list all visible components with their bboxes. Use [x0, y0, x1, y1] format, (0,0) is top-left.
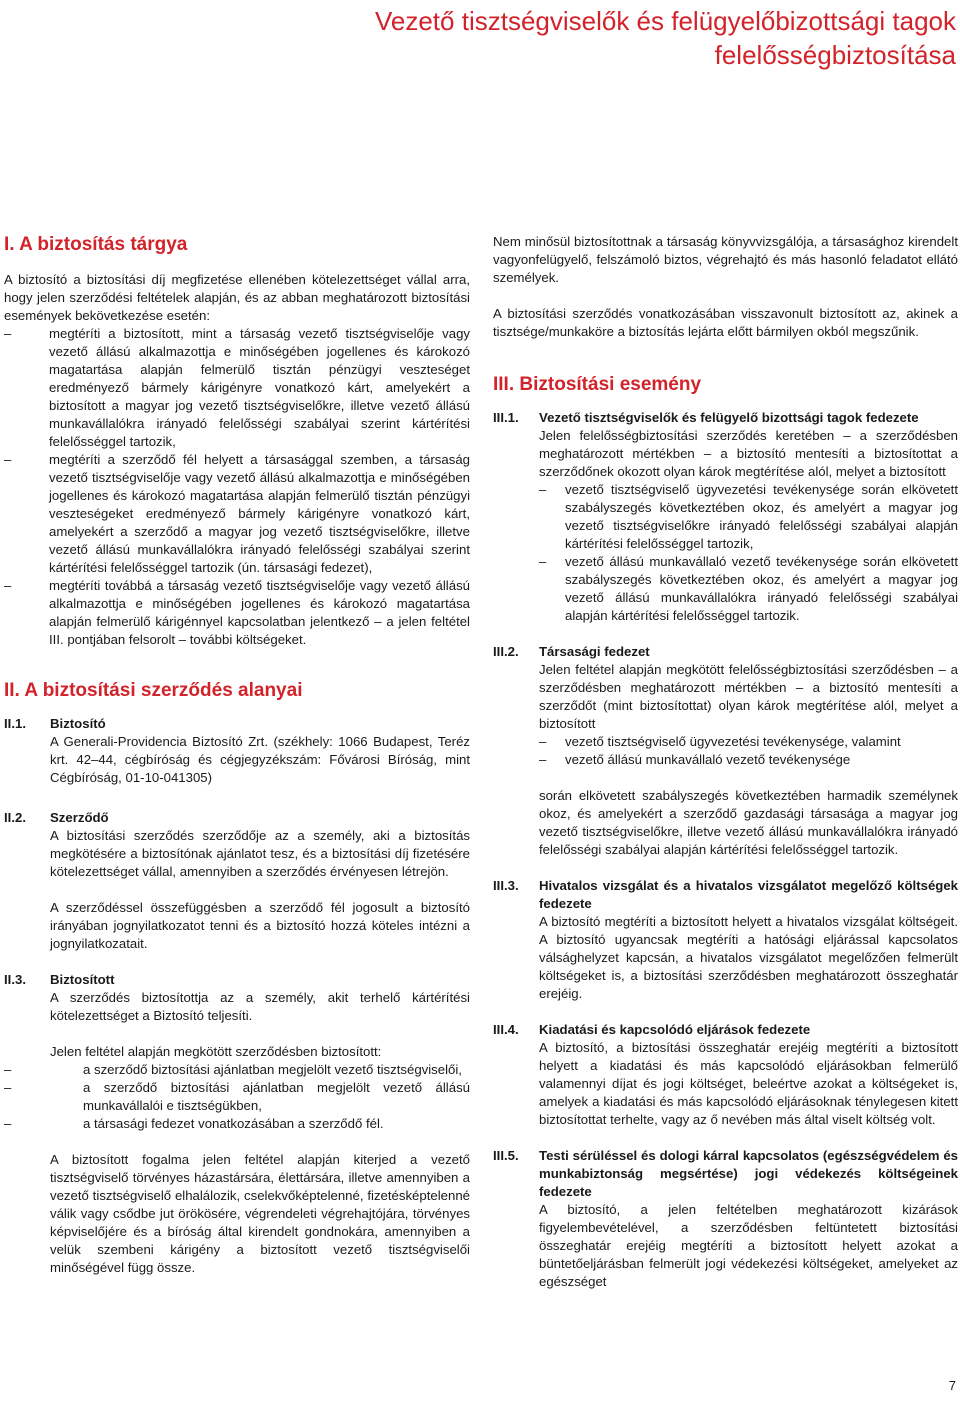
list-item: – vezető tisztségviselő ügyvezetési tevékenysége, valamint [539, 734, 901, 749]
section-III-4: III.4. Kiadatási és kapcsolódó eljárások fedezete A biztosító, a biztosítási összeghatár erejéig megtéríti a biztosított helyett a kiadatási és más kapcsolódó eljárásokban felmerülő valamennyi díjat és jogi költséget, beleértve azokat a költségeket is, amelyek a kiadatási és más kapcsolódó eljárásoknak ténylegesen kitett biztosítottat terhelte, vagy az ő nevében más által viselt költség volt. [493, 1022, 958, 1127]
page-number: 7 [948, 1378, 956, 1393]
list-item: – vezető állású munkavállaló vezető tevékenysége [539, 752, 851, 767]
title-line-2: felelősségbiztosítása [714, 40, 956, 70]
document-title [375, 4, 956, 72]
insured-list: Jelen feltétel alapján megkötött szerződésben biztosított: [50, 1044, 382, 1059]
dash: – [4, 578, 12, 593]
section-II-2: II.2. Szerződő A biztosítási szerződés szerződője az a személy, aki a biztosítás megkötésére a biztosítónak ajánlatot tesz, és a biztosítási díj fizetésére kötelezettséget vállal, amennyiben a szerződés érvényesen létrejön. A szerződéssel összefüggésben a szerződő fél jogosult a biztosító irányában jognyilatkozatot tenni és a biztosító hozzá köteles intézni a jognyilatkozatait. [4, 810, 470, 951]
list-item: – megtéríti a biztosított, mint a társaság vezető tisztségviselője vagy vezető állású alkalmazottja e minőségében jogellenes és károkozó magatartása alapján felmerülő tisztán pénzügyi veszteséget eredményező bármely kárigényre vonatkozó kárt, amelyekért a biztosított a magyar jog vezető tisztségviselőkre, illetve vezető állású munkavállalókra irányadó felelősségi szabályai szerint kártérítési felelősséggel tartozik, [4, 326, 470, 449]
section-3-heading: III. Biztosítási esemény [493, 374, 702, 395]
title-line-1: Vezető tisztségviselők és felügyelőbizottsági tagok [374, 6, 956, 36]
list-item: – megtéríti a szerződő fél helyett a társasággal szemben, a társaság vezető tisztségviselője vagy vezető állású alkalmazottja e minőségében jogellenes és károkozó magatartása alapján felmerülő tisztán pénzügyi veszteségeket eredményező bármely kárigényre vonatkozó kárt, amelyekért a szerződő a magyar jog vezető tisztségviselőkre, illetve vezető állású munkavállalókra irányadó felelősségi szabályai szerint kártérítési felelősséggel tartozik (ún. társasági fedezet), [4, 452, 470, 575]
section-III-1: III.1. Vezető tisztségviselők és felügyelő bizottsági tagok fedezete Jelen felelősségbiztosítási szerződés keretében – a szerződésben meghatározott mértékben – a biztosító mentesíti a biztosítottat a szerződőnek okozott olyan károk megtérítése alól, melyet a biztosított – vezető tisztségviselő ügyvezetési tevékenysége során elkövetett szabályszegés következtében okoz, és amelyért a magyar jog vezető tisztségviselőkre irányadó felelősségi szabályai alapján kártérítési felelősséggel tartozik, – vezető állású munkavállaló vezető tevékenysége során elkövetett szabályszegés következtében okoz, és amelyért a magyar jog vezető állású munkavállalókra irányadó felelősségi szabályai alapján kártérítési felelősséggel tartozik. [493, 410, 958, 623]
section-III-2: III.2. Társasági fedezet Jelen feltétel alapján megkötött felelősségbiztosítási szerződésben – a szerződésben meghatározott mértékben – a biztosító mentesíti a szerződőt (mint biztosítottat) olyan károk megtérítése alól, melyet a biztosított – vezető tisztségviselő ügyvezetési tevékenysége, valamint – vezető állású munkavállaló vezető tevékenysége során elkövetett szabályszegés következtében harmadik személynek okoz, és amelyekért a szerződő gazdasági társasága a magyar jog vezető tisztségviselőkre, illetve vezető állású munkavállalókra irányadó felelősségi szabályai alapján kártérítési felelősséggel tartozik. [493, 644, 958, 857]
section-III-5: III.5. Testi sérüléssel és dologi kárral kapcsolatos (egészségvédelem és munkabiztonság megsértése) jogi védekezés költségeinek fedezete A biztosító, a jelen feltételben meghatározott kizárások figyelembevételével, a szerződésben feltüntetett biztosítási összeghatár erejéig megtéríti a biztosított helyett azokat a büntetőeljárásban felmerült jogi védekezési költségeket, amelyeket az egészséget [493, 1148, 958, 1289]
paragraph: A biztosítási szerződés vonatkozásában visszavonult biztosított az, akinek a tisztsége/munkaköre a biztosítás lejárta előtt bármilyen okból megszűnik. [493, 306, 958, 339]
section-1-intro: A biztosító a biztosítási díj megfizetése ellenében kötelezettséget vállal arra, hogy jelen szerződési feltételek alapján, és az abban meghatározott biztosítási események bekövetkezése esetén: [4, 272, 470, 323]
section-1-heading: I. A biztosítás tárgya [4, 234, 188, 255]
dash: – [4, 452, 12, 467]
list-item: – a társasági fedezet vonatkozásában a szerződő fél. [4, 1116, 384, 1131]
list-item: – a szerződő biztosítási ajánlatban megjelölt vezető állású munkavállalói e tisztségükben, [4, 1080, 470, 1113]
right-column [493, 233, 958, 1291]
section-III-3: III.3. Hivatalos vizsgálat és a hivatalos vizsgálatot megelőző költségek fedezete A biztosító megtéríti a biztosított helyett a hivatalos vizsgálat költségeit. A biztosító ugyancsak megtéríti a hatósági eljárással kapcsolatos válsághelyzet kapcsán, a hivatalos vizsgálatot megelőzően felmerült költségeket is, a biztosítási szerződésben meghatározott összeghatár erejéig. [493, 878, 958, 1001]
list-item: – vezető állású munkavállaló vezető tevékenysége során elkövetett szabályszegés következtében okoz, és amelyért a magyar jog vezető állású munkavállalókra irányadó felelősségi szabályai alapján kártérítési felelősséggel tartozik. [539, 554, 958, 623]
list-item: – a szerződő biztosítási ajánlatban megjelölt vezető tisztségviselői, [4, 1062, 462, 1077]
left-column [4, 233, 470, 1277]
paragraph: Nem minősül biztosítottnak a társaság könyvvizsgálója, a társasághoz kirendelt vagyonfelügyelő, felszámoló biztos, végrehajtó és más hasonló feladatot ellátó személyek. [493, 234, 958, 285]
section-2-heading: II. A biztosítási szerződés alanyai [4, 680, 303, 701]
section-II-3: II.3. Biztosított A szerződés biztosítottja az a személy, akit terhelő kártérítési kötelezettséget a Biztosító teljesíti. [4, 972, 470, 1023]
dash: – [4, 326, 12, 341]
list-item: – megtéríti továbbá a társaság vezető tisztségviselője vagy vezető állású alkalmazottja e minőségében jogellenes és károkozó magatartása alapján felmerülő kárigénnyel kapcsolatban jelentkező – a jelen feltétel III. pontjában felsorolt – további költségeket. [4, 578, 470, 647]
section-II-1: II.1. Biztosító A Generali-Providencia Biztosító Zrt. (székhely: 1066 Budapest, Teréz krt. 42–44, cégbíróság és cégjegyzékszám: Fővárosi Bíróság, mint Cégbíróság, 01-10-041305) [4, 716, 470, 785]
list-item: – vezető tisztségviselő ügyvezetési tevékenysége során elkövetett szabályszegés következtében okoz, és amelyért a magyar jog vezető tisztségviselőkre irányadó felelősségi szabályai alapján kártérítési felelősséggel tartozik, [539, 482, 958, 551]
insured-definition: A biztosított fogalma jelen feltétel alapján kiterjed a vezető tisztségviselő törvényes házastársára, élettársára, illetve amennyiben a vezető tisztségviselő elhalálozik, cselekvőképtelenné, fizetésképtelenné válik vagy csődbe jut örökösére, végrendeleti végrehajtójára, törvényes képviselőjére és a bíróság által kirendelt gondnokára, amennyiben a velük szembeni kárigény a biztosított vezető tisztségviselői minőségével függ össze. [50, 1152, 470, 1275]
